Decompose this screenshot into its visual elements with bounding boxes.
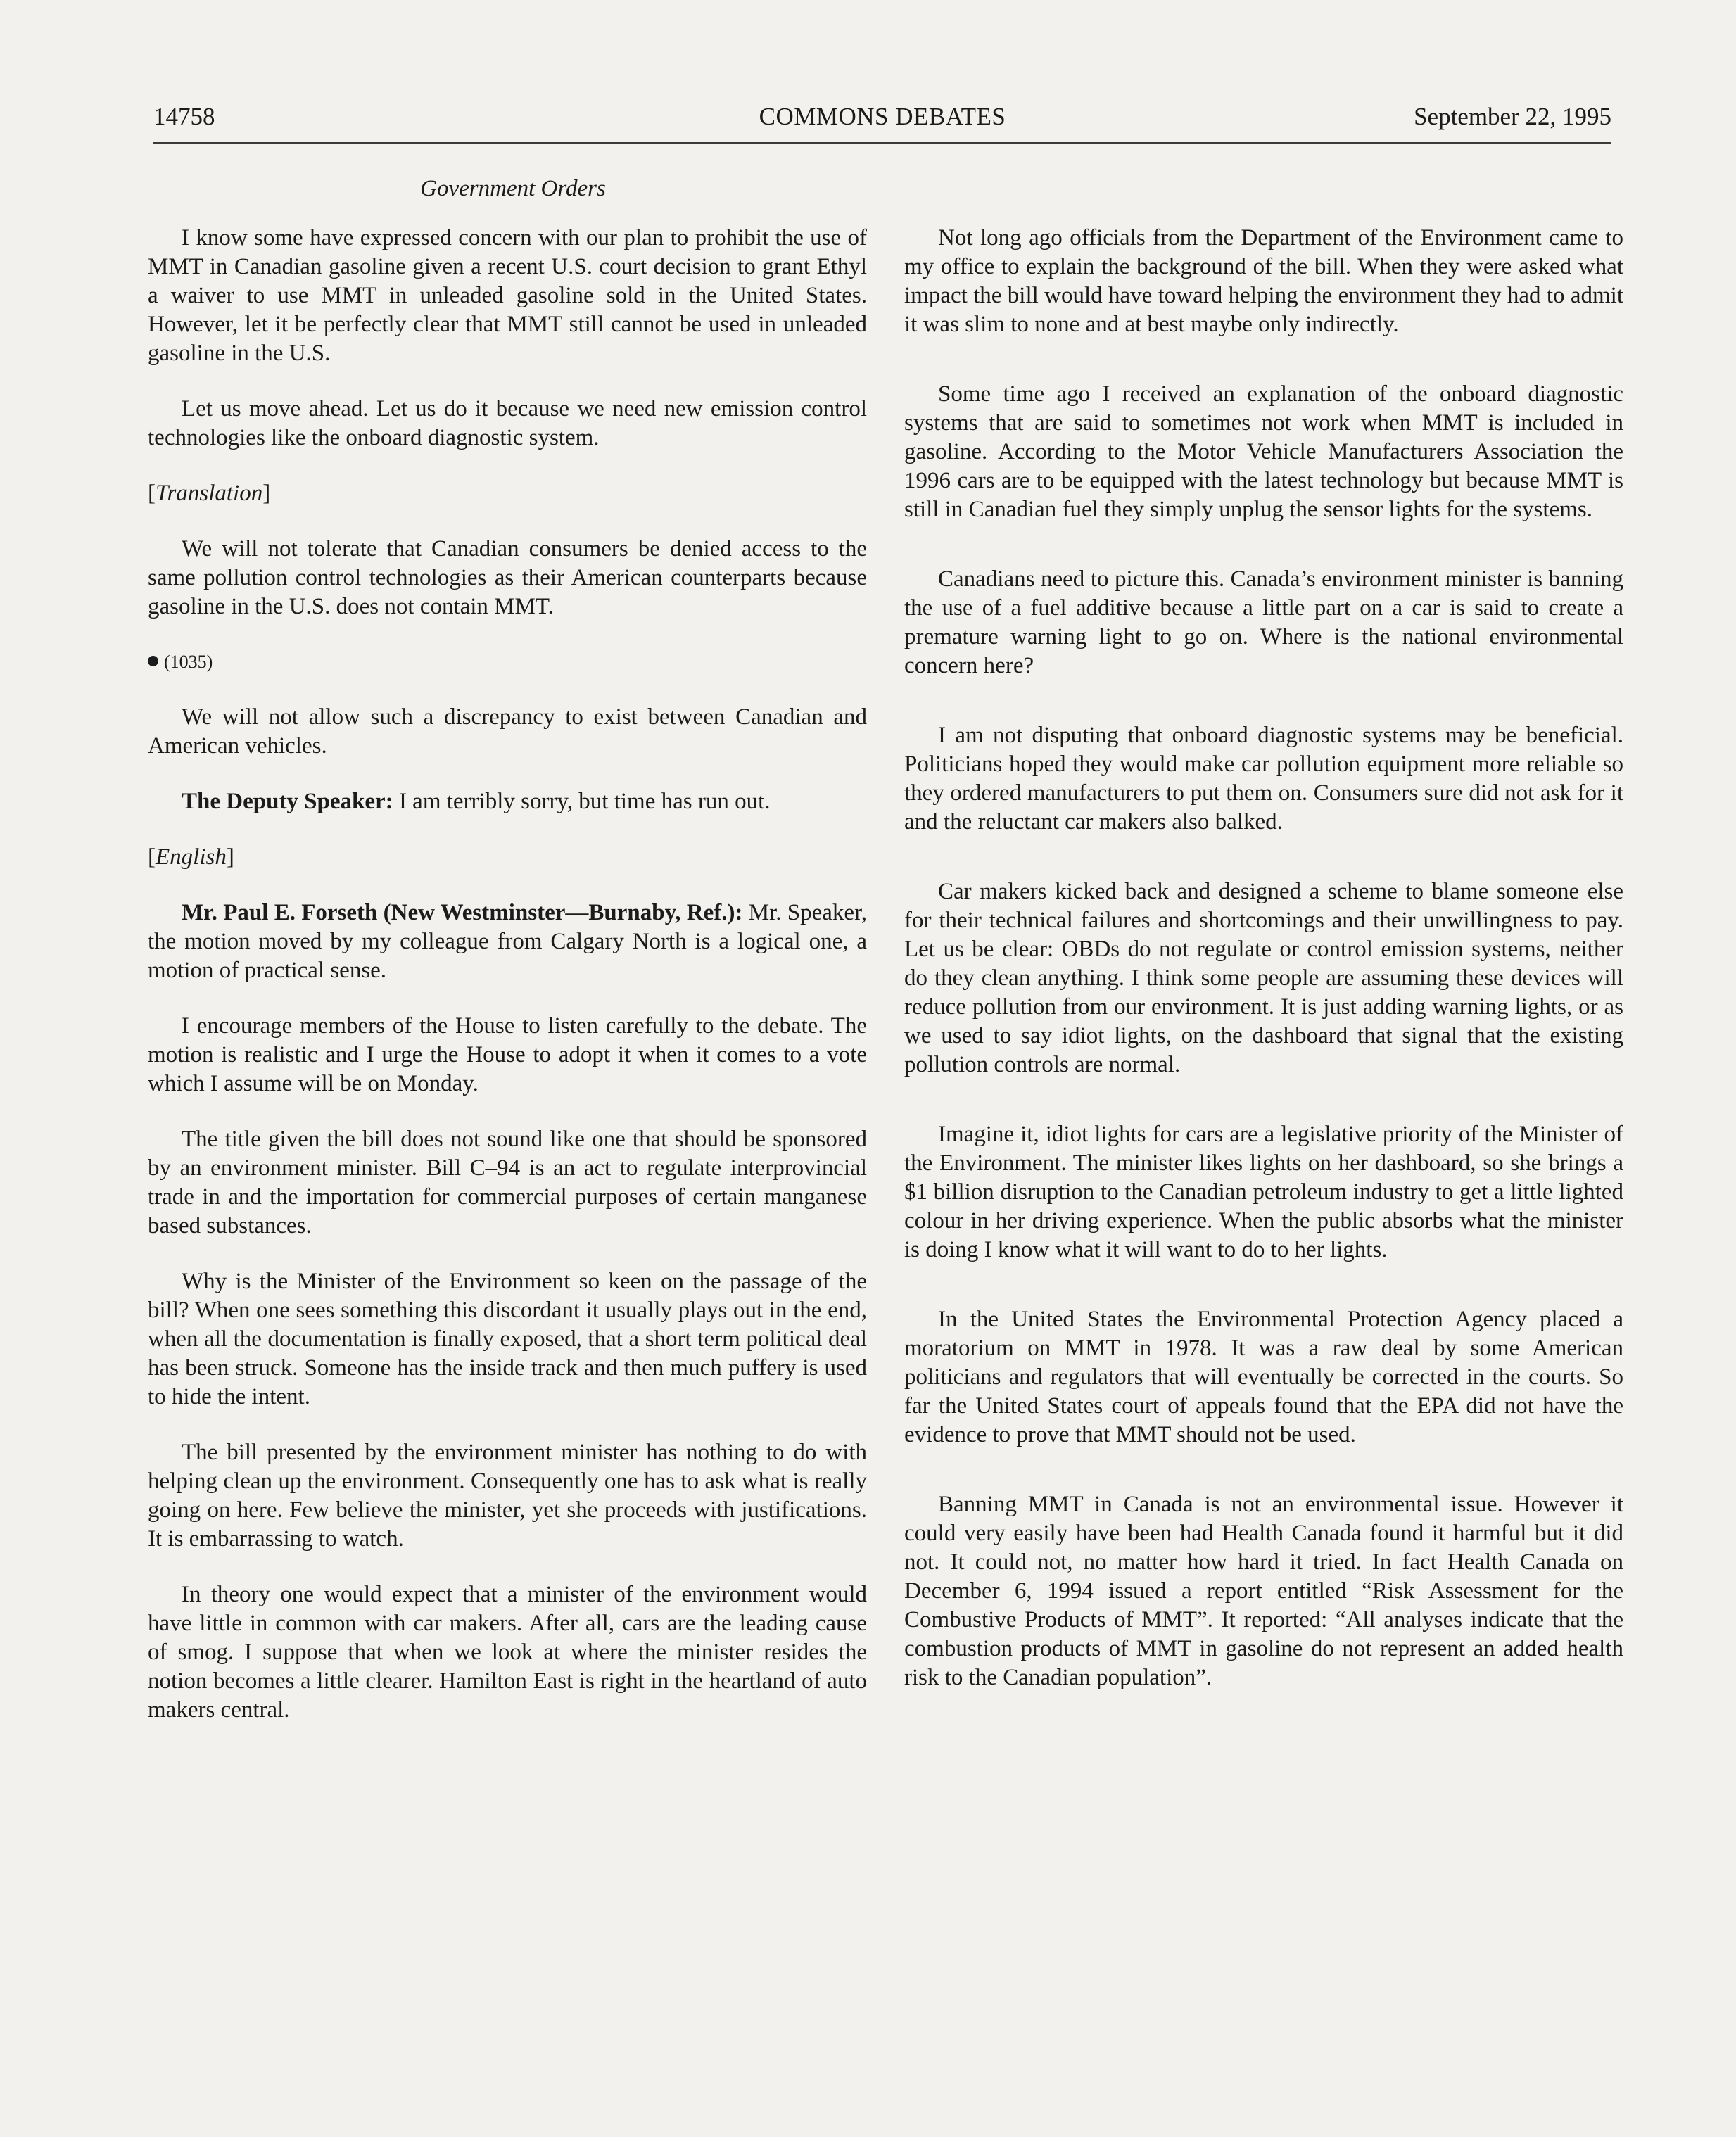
paragraph: I am not disputing that onboard diagnostic systems may be beneficial. Politicians hoped they would make car pollution equipment more reliable so they ordered manufacturers to put them on. Consumers sure did not ask for it and the reluctant car makers also balked. [904, 723, 1623, 835]
timestamp-text: (1035) [164, 652, 213, 672]
translation-tag-text: Translation [156, 481, 263, 506]
paragraph: Not long ago officials from the Department of the Environment came to my office to explain the background of the bill. When they were asked what impact the bill would have toward helping the environment they had to admit it was slim to none and at best maybe only indirectly. [904, 225, 1623, 337]
timestamp [148, 648, 867, 676]
paragraph: Some time ago I received an explanation of the onboard diagnostic systems that are said to sometimes not work when MMT is included in gasoline. According to the Motor Vehicle Manufacturers Association the 1996 cars are to be equipped with the latest technology but because MMT is still in Canadian fuel they simply unplug the sensor lights for the systems. [904, 381, 1623, 522]
paragraph: Why is the Minister of the Environment so keen on the passage of the bill? When one sees something this discordant it usually plays out in the end, when all the documentation is finally exposed, that a short term political deal has been struck. Someone has the inside track and then much puffery is used to hide the intent. [148, 1269, 867, 1409]
paragraph: Canadians need to picture this. Canada’s environment minister is banning the use of a fuel additive because a little part on a car is said to create a premature warning light to go on. Where is the national environmental concern here? [904, 566, 1623, 678]
paragraph: We will not allow such a discrepancy to exist between Canadian and American vehicles. [148, 704, 867, 759]
speaker-text: Mr. Speaker, the motion moved by my colleague from Calgary North is a logical one, a motion of practical sense. [148, 900, 867, 983]
speaker-name: Mr. Paul E. Forseth (New Westminster—Burnaby, Ref.): [182, 900, 743, 925]
paragraph: Imagine it, idiot lights for cars are a legislative priority of the Minister of the Environment. The minister likes lights on her dashboard, so she brings a $1 billion disruption to the Canadian petroleum industry to get a little lighted colour in her driving experience. When the public absorbs what the minister is doing I know what it will want to do to her lights. [904, 1122, 1623, 1262]
publication-title: COMMONS DEBATES [759, 103, 1006, 130]
bullet-icon [148, 656, 158, 666]
speaker-name: The Deputy Speaker: [182, 789, 393, 814]
publication-date: September 22, 1995 [1414, 103, 1611, 130]
left-column [148, 224, 867, 1751]
paragraph: In the United States the Environmental Protection Agency placed a moratorium on MMT in 1978. It was a raw deal by some American politicians and regulators that will eventually be corrected in the courts. So far the United States court of appeals found that the EPA did not have the evidence to prove that MMT should not be used. [904, 1307, 1623, 1447]
speaker-paragraph [148, 787, 867, 816]
paragraph: Let us move ahead. Let us do it because we need new emission control technologies like the onboard diagnostic system. [148, 396, 867, 450]
paragraph: I know some have expressed concern with our plan to prohibit the use of MMT in Canadian gasoline given a recent U.S. court decision to grant Ethyl a waiver to use MMT in unleaded gasoline sold in the United States. However, let it be perfectly clear that MMT still cannot be used in unleaded gasoline in the U.S. [148, 225, 867, 366]
paragraph: The bill presented by the environment minister has nothing to do with helping clean up the environment. Consequently one has to ask what is really going on here. Few believe the minister, yet she proceeds with justifications. It is embarrassing to watch. [148, 1440, 867, 1552]
section-title: Government Orders [420, 176, 606, 201]
speaker-text: I am terribly sorry, but time has run out. [393, 789, 771, 814]
paragraph: In theory one would expect that a minister of the environment would have little in common with car makers. After all, cars are the leading cause of smog. I suppose that when we look at where the minister resides the notion becomes a little clearer. Hamilton East is right in the heartland of auto makers central. [148, 1582, 867, 1723]
language-tag-translation: [Translation] [148, 481, 271, 506]
paragraph: I encourage members of the House to listen carefully to the debate. The motion is realistic and I urge the House to adopt it when it comes to a vote which I assume will be on Monday. [148, 1013, 867, 1096]
paragraph: Banning MMT in Canada is not an environmental issue. However it could very easily have been had Health Canada found it harmful but it did not. It could not, no matter how hard it tried. In fact Health Canada on December 6, 1994 issued a report entitled “Risk Assessment for the Combustive Products of MMT”. It reported: “All analyses indicate that the combustion products of MMT in gasoline do not represent an added health risk to the Canadian population”. [904, 1492, 1623, 1690]
paragraph: The title given the bill does not sound like one that should be sponsored by an environment minister. Bill C–94 is an act to regulate interprovincial trade in and the importation for commercial purposes of certain manganese based substances. [148, 1127, 867, 1238]
speaker-paragraph [148, 899, 867, 985]
page-header [153, 103, 1611, 138]
header-rule [153, 142, 1611, 144]
right-column [904, 224, 1623, 1733]
page-number: 14758 [153, 103, 215, 130]
paragraph: We will not tolerate that Canadian consumers be denied access to the same pollution control technologies as their American counterparts because gasoline in the U.S. does not contain MMT. [148, 536, 867, 619]
paragraph: Car makers kicked back and designed a scheme to blame someone else for their technical failures and shortcomings and their unwillingness to pay. Let us be clear: OBDs do not regulate or control emission systems, neither do they clean anything. I think some people are assuming these devices will reduce pollution from our environment. It is just adding warning lights, or as we used to say idiot lights, on the dashboard that signal that the existing pollution controls are normal. [904, 879, 1623, 1077]
english-tag-text: English [156, 844, 227, 870]
language-tag-english: [English] [148, 844, 234, 870]
